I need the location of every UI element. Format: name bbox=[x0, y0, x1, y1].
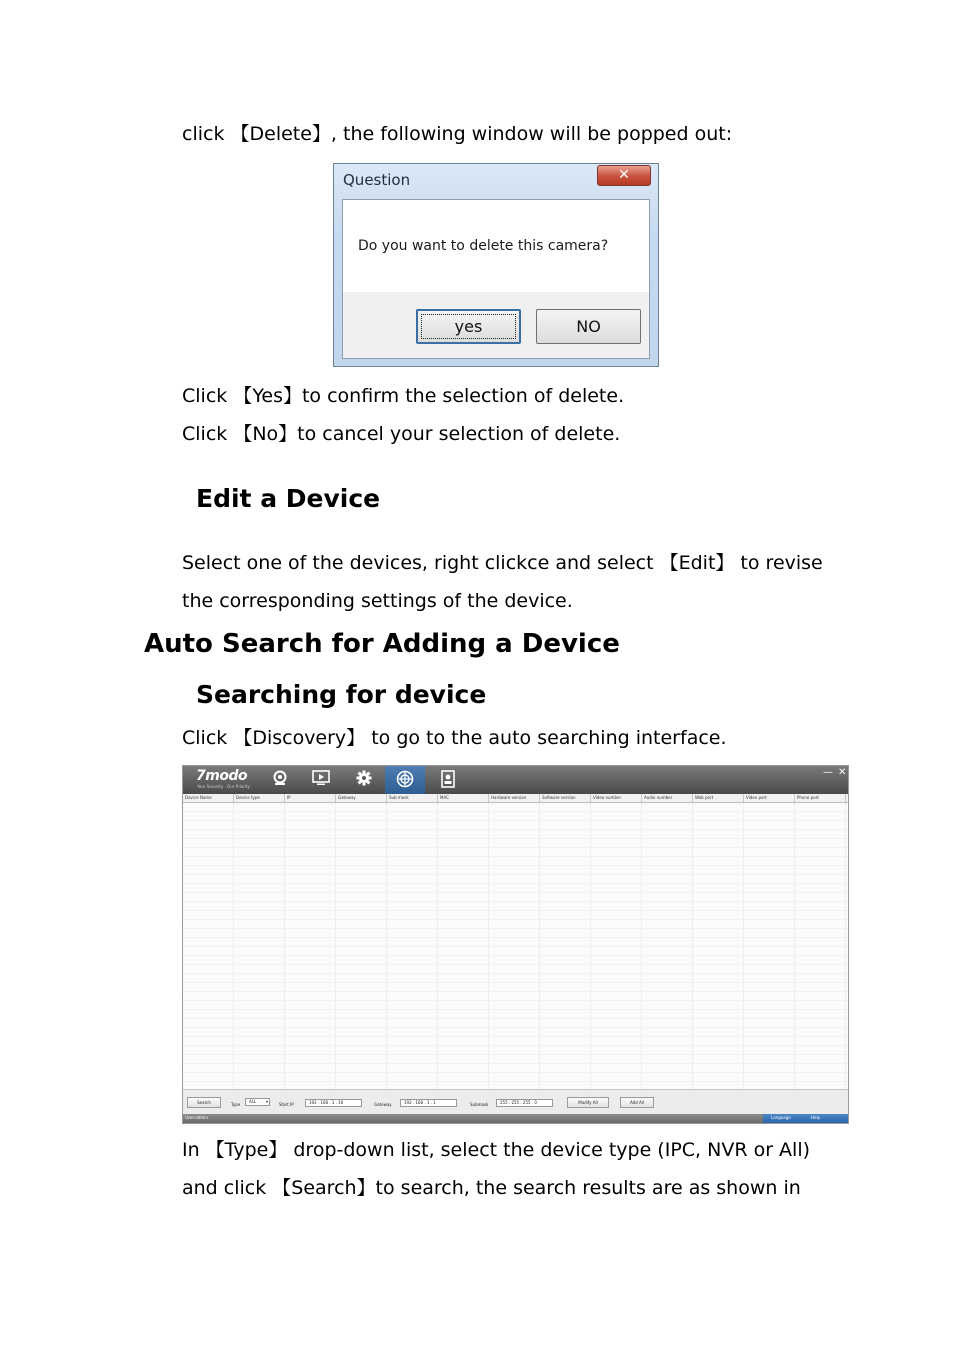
paragraph-search: and click 【Search】to search, the search results are as shown in bbox=[182, 1177, 801, 1199]
paragraph-discovery: Click 【Discovery】 to go to the auto searching interface. bbox=[182, 727, 727, 749]
paragraph-no: Click 【No】to cancel your selection of delete. bbox=[182, 423, 621, 445]
heading-searching: Searching for device bbox=[196, 680, 487, 709]
column-header[interactable]: Gateway bbox=[336, 794, 387, 802]
column-header[interactable]: Video number bbox=[591, 794, 642, 802]
column-header[interactable]: Audio number bbox=[642, 794, 693, 802]
paragraph-delete-intro: click 【Delete】, the following window will be popped out: bbox=[182, 123, 733, 145]
window-close-button[interactable]: ✕ bbox=[838, 767, 847, 778]
heading-auto-search: Auto Search for Adding a Device bbox=[144, 629, 620, 659]
modify-all-button[interactable]: Modify All bbox=[567, 1097, 609, 1108]
column-header[interactable]: Software version bbox=[540, 794, 591, 802]
column-header[interactable]: MAC bbox=[438, 794, 489, 802]
help-link[interactable]: Help bbox=[811, 1115, 821, 1120]
close-icon: ✕ bbox=[618, 167, 630, 183]
status-user: User:admin bbox=[185, 1115, 208, 1120]
paragraph-edit-1: Select one of the devices, right clickce and select 【Edit】 to revise bbox=[182, 552, 823, 574]
yes-button-label: yes bbox=[454, 317, 483, 336]
type-label: Type bbox=[231, 1102, 241, 1107]
column-header[interactable]: Phone port bbox=[795, 794, 846, 802]
app-toolbar bbox=[183, 766, 848, 794]
paragraph-type: In 【Type】 drop-down list, select the device type (IPC, NVR or All) bbox=[182, 1139, 811, 1161]
column-header[interactable]: Device type bbox=[234, 794, 285, 802]
chevron-down-icon: ▾ bbox=[265, 1099, 268, 1104]
column-header[interactable]: Sub mask bbox=[387, 794, 438, 802]
dialog-title: Question bbox=[343, 171, 411, 189]
submask-label: Submask bbox=[470, 1102, 489, 1107]
status-right-panel bbox=[763, 1114, 848, 1123]
type-select-value: ALL bbox=[249, 1099, 257, 1104]
device-table-header bbox=[183, 794, 848, 803]
focus-rect bbox=[421, 314, 516, 339]
device-table-body[interactable] bbox=[183, 803, 848, 1089]
start-ip-label: Start IP bbox=[279, 1102, 294, 1107]
type-select[interactable] bbox=[245, 1098, 270, 1106]
column-header[interactable]: IP bbox=[285, 794, 336, 802]
add-all-button[interactable]: Add All bbox=[620, 1097, 654, 1108]
start-ip-input[interactable]: 192 . 168 . 1 . 10 bbox=[305, 1099, 362, 1107]
paragraph-yes: Click 【Yes】to confirm the selection of delete. bbox=[182, 385, 625, 407]
dialog-message: Do you want to delete this camera? bbox=[358, 238, 609, 254]
column-header[interactable]: Web port bbox=[693, 794, 744, 802]
app-logo: 7modo bbox=[196, 768, 248, 784]
search-button[interactable]: Search bbox=[187, 1097, 221, 1108]
discovery-icon[interactable] bbox=[394, 770, 416, 790]
gateway-label: Gateway bbox=[374, 1102, 392, 1107]
status-bar bbox=[183, 1114, 848, 1123]
minimize-button[interactable]: — bbox=[823, 767, 833, 778]
yes-button[interactable] bbox=[416, 309, 521, 344]
user-icon[interactable] bbox=[437, 770, 459, 790]
app-slogan: Your Security · Our Priority bbox=[197, 784, 250, 789]
camera-icon[interactable] bbox=[269, 770, 291, 790]
search-control-bar bbox=[183, 1089, 848, 1115]
gateway-input[interactable]: 192 . 168 . 1 . 1 bbox=[400, 1099, 457, 1107]
no-button[interactable] bbox=[536, 309, 641, 344]
dialog-message-area bbox=[343, 200, 649, 292]
monitor-icon[interactable] bbox=[310, 770, 332, 790]
dialog-close-button[interactable] bbox=[597, 165, 651, 186]
paragraph-edit-2: the corresponding settings of the device. bbox=[182, 590, 573, 612]
column-header[interactable]: Hardware version bbox=[489, 794, 540, 802]
column-header[interactable]: Video port bbox=[744, 794, 795, 802]
dialog-body bbox=[342, 199, 650, 359]
column-header[interactable]: Device Name bbox=[183, 794, 234, 802]
heading-edit-device: Edit a Device bbox=[196, 484, 381, 513]
no-button-label: NO bbox=[576, 317, 601, 336]
question-dialog bbox=[333, 163, 659, 367]
language-link[interactable]: Language bbox=[771, 1115, 791, 1120]
discovery-window bbox=[182, 765, 849, 1124]
submask-input[interactable]: 255 . 255 . 255 . 0 bbox=[496, 1099, 553, 1107]
gear-icon[interactable] bbox=[353, 770, 375, 790]
